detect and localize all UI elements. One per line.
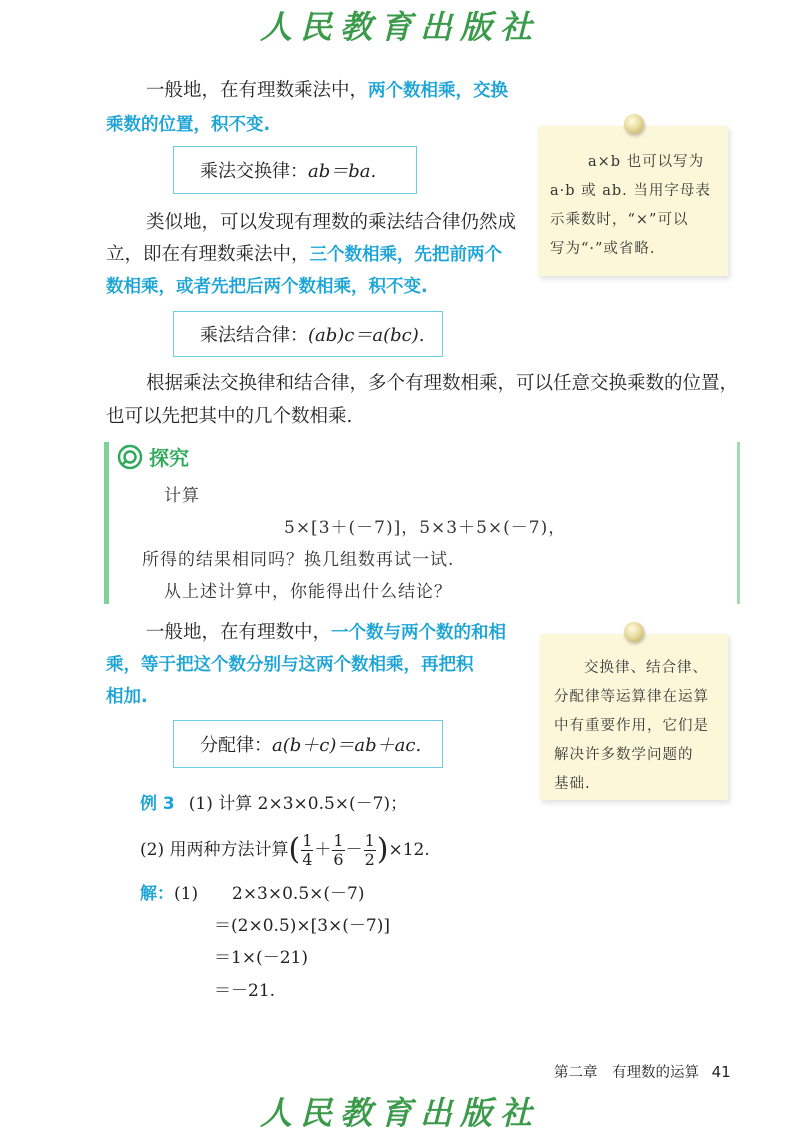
solution-step: ＝－21.	[214, 981, 276, 1001]
question-text: ×12.	[388, 840, 430, 860]
note-line: 写为“·”或省略.	[550, 241, 656, 257]
law-label: 乘法交换律：	[200, 161, 308, 182]
highlight-text: 乘数的位置，积不变.	[106, 115, 271, 135]
highlight-text: 三个数相乘，先把前两个	[309, 245, 503, 265]
margin-note-notation	[538, 126, 728, 276]
fraction	[301, 832, 313, 869]
explore-icon	[117, 444, 143, 470]
question-text: (1) 计算 2×3×0.5×(－7)；	[188, 794, 408, 814]
law-formula: a(b＋c)＝ab＋ac.	[272, 735, 422, 756]
law-box-commutative	[173, 146, 417, 194]
fraction	[364, 832, 376, 869]
highlight-text: 两个数相乘，交换	[368, 81, 509, 101]
example-question-1	[140, 787, 407, 821]
explore-title: 探究	[149, 446, 189, 470]
paragraph-distributive-l1	[146, 616, 506, 650]
paragraph-commutative	[146, 74, 508, 108]
paren-open: (	[288, 832, 301, 867]
fraction	[332, 832, 344, 869]
paragraph-multiple-l2: 也可以先把其中的几个数相乘.	[106, 406, 353, 427]
note-line: a×b 也可以写为	[588, 154, 705, 170]
chapter-footer	[554, 1061, 731, 1082]
example-label: 例 3	[140, 794, 175, 814]
paragraph-associative-l2	[106, 238, 502, 272]
chapter-title: 第二章 有理数的运算	[554, 1065, 699, 1081]
explore-header	[117, 442, 189, 471]
note-line: 中有重要作用，它们是	[554, 718, 709, 734]
solution-label: 解：	[140, 884, 174, 904]
denominator: 6	[333, 849, 344, 869]
highlight-text: 数相乘，或者先把后两个数相乘，积不变.	[106, 277, 428, 297]
denominator: 2	[364, 849, 375, 869]
solution-part: (1)	[174, 884, 199, 904]
explore-text: 从上述计算中，你能得出什么结论？	[164, 582, 452, 602]
margin-note-laws	[540, 634, 728, 800]
solution-step: ＝1×(－21)	[214, 948, 308, 968]
pushpin-icon	[624, 114, 644, 134]
example-question-2	[140, 826, 430, 874]
numerator: 1	[333, 830, 344, 850]
law-label: 乘法结合律：	[200, 325, 308, 346]
explore-expression: 5×[3＋(－7)]，5×3＋5×(－7)，	[284, 518, 567, 538]
paragraph-commutative-line2	[106, 108, 270, 142]
operator: ＋	[314, 840, 332, 860]
highlight-text: 相加.	[106, 687, 148, 707]
highlight-text: 乘，等于把这个数分别与这两个数相乘，再把积	[106, 655, 474, 675]
denominator: 4	[302, 849, 313, 869]
paragraph-associative-l1: 类似地，可以发现有理数的乘法结合律仍然成	[146, 212, 517, 233]
pushpin-icon	[624, 622, 644, 642]
law-box-distributive	[173, 720, 443, 768]
note-line: 解决许多数学问题的	[554, 747, 694, 763]
text: 一般地，在有理数中，	[146, 622, 332, 643]
note-line: 交换律、结合律、	[584, 660, 708, 676]
paragraph-distributive-l3	[106, 680, 148, 714]
law-formula: ab＝ba.	[308, 161, 377, 182]
explore-text: 所得的结果相同吗？换几组数再试一试.	[142, 550, 455, 570]
publisher-logo: 人民教育出版社	[259, 8, 540, 46]
highlight-text: 一个数与两个数的和相	[331, 623, 507, 643]
explore-text: 计算	[164, 486, 200, 506]
explore-box	[104, 442, 740, 604]
law-box-associative	[173, 311, 443, 357]
page-number: 41	[711, 1063, 731, 1081]
note-line: a·b 或 ab. 当用字母表	[550, 183, 711, 199]
paragraph-associative-l3	[106, 270, 428, 304]
numerator: 1	[364, 830, 375, 850]
publisher-logo-footer: 人民教育出版社	[259, 1094, 540, 1132]
note-line: 分配律等运算律在运算	[554, 689, 709, 705]
paren-close: )	[376, 832, 389, 867]
solution-step: ＝(2×0.5)×[3×(－7)]	[214, 916, 391, 936]
law-label: 分配律：	[200, 735, 272, 756]
numerator: 1	[302, 830, 313, 850]
note-line: 示乘数时，“×”可以	[550, 212, 689, 228]
text: 一般地，在有理数乘法中，	[146, 80, 369, 101]
note-line: 基础.	[554, 776, 591, 792]
solution-step: 2×3×0.5×(－7)	[232, 884, 365, 904]
paragraph-multiple-l1: 根据乘法交换律和结合律，多个有理数相乘，可以任意交换乘数的位置，	[146, 373, 739, 394]
law-formula: (ab)c＝a(bc).	[308, 325, 425, 346]
paragraph-distributive-l2	[106, 648, 474, 682]
question-text: (2) 用两种方法计算	[140, 840, 289, 860]
solution-label-row	[140, 878, 198, 910]
text: 立，即在有理数乘法中，	[106, 244, 310, 265]
operator: －	[345, 840, 363, 860]
